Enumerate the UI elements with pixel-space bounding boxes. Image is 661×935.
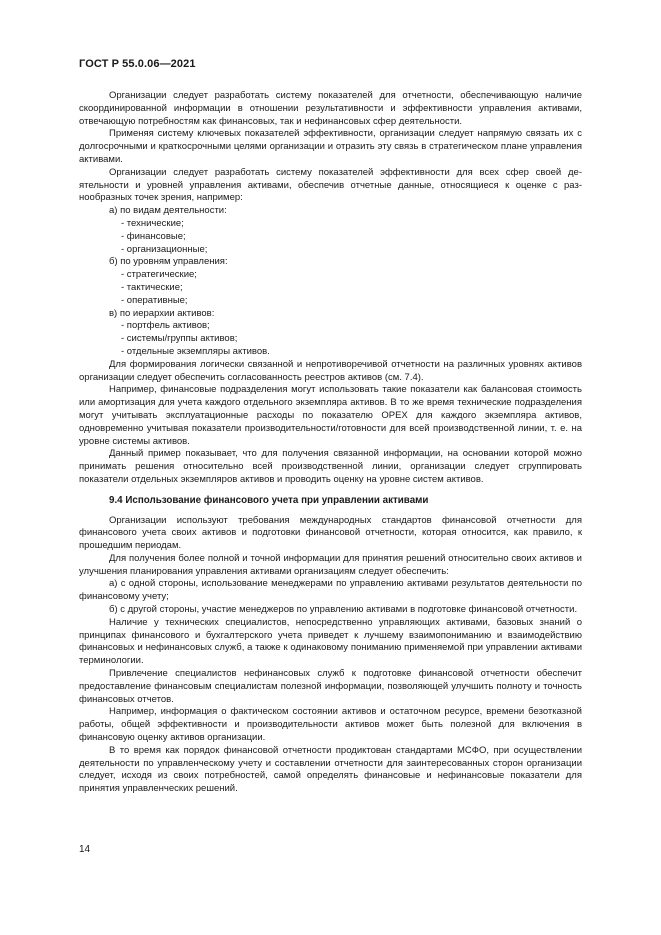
list-subitem: - тактические;: [121, 281, 183, 293]
paragraph: Наличие у технических специалистов, непосредственно управляющих активами, базовых знаний о принципах финансового и бухгалтерского учета приведет к лучшему взаимопониманию и взаимодействию финансовых и нефинансовых служб, а также к одинаковому пониманию применяемой при управлении активами терминологии.: [79, 616, 582, 667]
paragraph: Организации следует разработать систему показателей эффективности для всех сфер своей деятельности и уровней управления активами, обеспечив отчетные данные, относящиеся к оценке с разнообразных точек зрения, например:: [79, 166, 582, 204]
list-item-b: б) по уровням управления:: [109, 256, 228, 268]
document-body: [79, 90, 582, 796]
list-item-c: в) по иерархии активов:: [109, 307, 215, 319]
list-item-paragraph: а) с одной стороны, использование менеджерами по управлению активами результатов деятельности по финансовому учету;: [79, 578, 582, 603]
criteria-list: [79, 205, 582, 359]
list-subitem: - отдельные экземпляры активов.: [121, 345, 270, 357]
document-header: ГОСТ Р 55.0.06—2021: [79, 58, 196, 70]
paragraph: Данный пример показывает, что для получения связанной информации, на основании которой можно принимать решения относительно всей производственной линии, организации следует сгруппировать показатели отдельных экземпляров активов и проводить оценку на уровне систем активов.: [79, 448, 582, 485]
list-subitem: - финансовые;: [121, 230, 186, 242]
list-subitem: - системы/группы активов;: [121, 333, 238, 345]
paragraph: Например, информация о фактическом состоянии активов и остаточном ресурсе, времени безотказной работы, общей эффективности и производительности активов может быть полезной для включения в финансовую оценку активов организации.: [79, 706, 582, 744]
list-subitem: - портфель активов;: [121, 320, 210, 332]
paragraph: Например, финансовые подразделения могут использовать такие показатели как балансовая стоимость или амортизация для учета каждого отдельного экземпляра активов. В то же время технические подразделения могут учитывать эксплуатационные расходы по показателю OPEX для каждого экземпляра активов, одновременно учитывая показатели производительности/готовности для всей производственной линии, т. е. на уровне системы активов.: [79, 384, 582, 447]
list-subitem: - организационные;: [121, 243, 208, 255]
paragraph: Привлечение специалистов нефинансовых служб к подготовке финансовой отчетности обеспечит предоставление финансовым специалистам полезной информации, позволяющей улучшить полноту и точность финансовых отчетов.: [79, 668, 582, 705]
section-heading: 9.4 Использование финансового учета при управлении активами: [109, 494, 429, 506]
list-subitem: - оперативные;: [121, 294, 188, 306]
paragraph: Для получения более полной и точной информации для принятия решений относительно своих активов и улучшения планирования управления активами организациям следует обеспечить:: [79, 552, 582, 577]
list-subitem: - стратегические;: [121, 269, 197, 281]
list-subitem: - технические;: [121, 217, 184, 229]
page-number: 14: [79, 844, 91, 855]
paragraph: Организации используют требования международных стандартов финансовой отчетности для финансового учета своих активов и подготовки финансовой отчетности, которая относится, как правило, к прошедшим периодам.: [79, 514, 582, 552]
paragraph: Для формирования логически связанной и непротиворечивой отчетности на различных уровнях активов организации следует обеспечить согласованность реестров активов (см. 7.4).: [79, 358, 582, 383]
list-item-a: а) по видам деятельности:: [109, 205, 227, 217]
paragraph: В то время как порядок финансовой отчетности продиктован стандартами МСФО, при осуществлении деятельности по управленческому учету и составлении отчетности для заинтересованных сторон организации следует, исходя из своих потребностей, самой определять финансовые и нефинансовые показатели для принятия управленческих решений.: [79, 744, 582, 795]
paragraph: Применяя систему ключевых показателей эффективности, организации следует напрямую связать их с долгосрочными и краткосрочными целями организации и отразить эту связь в стратегическом плане управления активами.: [79, 128, 582, 165]
paragraph: Организации следует разработать систему показателей для отчетности, обеспечивающую наличие скоординированной информации в отношении результативности и эффективности управления активами, отвечающую потребностям как финансовых, так и нефинансовых сфер деятельности.: [79, 90, 582, 127]
list-item-paragraph: б) с другой стороны, участие менеджеров по управлению активами в подготовке финансовой отчетности.: [109, 604, 578, 616]
